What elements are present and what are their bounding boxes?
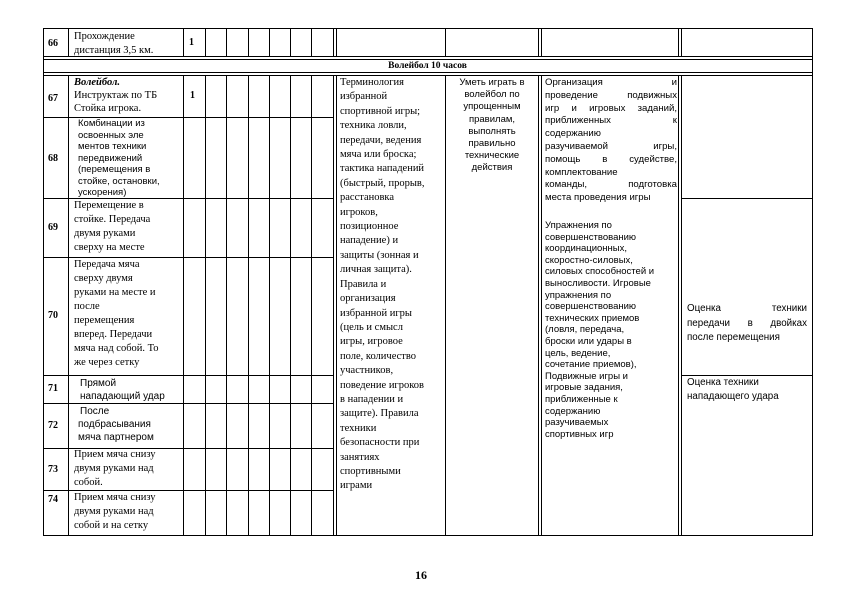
requirements-line: технические: [464, 150, 520, 162]
topic-line: передвижений: [78, 152, 143, 164]
topic-line: Прием мяча снизу: [74, 492, 156, 503]
topic-line: двумя руками: [74, 228, 136, 239]
row-number: 73: [48, 464, 58, 475]
requirements-line: упрощенным: [463, 101, 521, 113]
requirements-line: правильно: [468, 138, 516, 150]
activities-line: Упражнения по: [545, 220, 612, 231]
activities-line: игр и игровых заданий,: [545, 102, 677, 114]
requirements-column: [446, 77, 538, 175]
content-line: нападение) и: [340, 235, 399, 247]
activities-line: помощь в судействе,: [545, 153, 677, 165]
topic-line: (перемещения в: [78, 164, 151, 175]
activities-line: команды, подготовка: [545, 179, 677, 191]
activities-line: упражнения по: [545, 289, 612, 301]
lesson-topic: [74, 199, 182, 255]
topic-line: двумя руками над: [74, 463, 154, 474]
lesson-topic: [74, 258, 182, 370]
activities-line: броски или удары в: [545, 335, 632, 347]
activities-line: приближенные к: [545, 393, 618, 405]
requirements-line: волейбол по: [464, 89, 520, 101]
topic-line: подбрасывания: [78, 419, 151, 430]
activities-line: совершенствованию: [545, 231, 637, 243]
lesson-topic-line: Стойка игрока.: [74, 103, 142, 114]
requirements-line: выполнять: [468, 125, 516, 137]
activities-line: (ловля, передача,: [545, 324, 625, 336]
topic-line: перемещения: [74, 315, 135, 326]
control-line: после перемещения: [687, 332, 780, 343]
activities-line: сочетание приемов),: [545, 359, 637, 371]
row-number: 71: [48, 383, 58, 394]
topic-line: после: [74, 301, 100, 312]
page-number: 16: [415, 568, 427, 582]
lesson-topic: Прохождение дистанция 3,5 км.: [74, 31, 154, 56]
lesson-hours: 1: [190, 90, 195, 101]
lesson-topic: [74, 76, 179, 115]
topic-line: ускорения): [78, 187, 127, 198]
content-line: защиты (зонная и: [340, 249, 419, 261]
lesson-topic: [78, 405, 182, 444]
content-line: тактика нападений: [340, 163, 425, 175]
content-line: техника ловли,: [340, 120, 407, 132]
activities-line: совершенствованию: [545, 301, 637, 313]
lesson-topic: [74, 491, 182, 533]
row-number: 68: [48, 153, 58, 164]
activities-line: разучиваемой игры,: [545, 140, 677, 152]
control-row-71: [687, 376, 807, 404]
activities-top: [545, 77, 677, 205]
control-line: передачи в двойках: [687, 317, 807, 329]
topic-line: ментов техники: [78, 141, 147, 152]
content-line: передачи, ведения: [340, 134, 422, 146]
content-line: мяча или броска;: [340, 149, 417, 161]
activities-line: Организация и: [545, 77, 677, 88]
activities-line: цель, ведение,: [545, 347, 611, 359]
topic-line: руками на месте и: [74, 287, 156, 298]
topic-line: же через сетку: [74, 357, 140, 368]
content-line: избранной: [340, 91, 388, 103]
requirements-line: правилам,: [468, 113, 516, 125]
lesson-topic-line: Инструктаж по ТБ: [74, 90, 158, 101]
topic-line: освоенных эле: [78, 129, 144, 141]
section-title: Волейбол 10 часов: [388, 61, 467, 71]
requirements-line: действия: [471, 162, 513, 174]
content-line: играми: [340, 480, 373, 492]
activities-line: Подвижные игры и: [545, 370, 628, 382]
topic-line: нападающий удар: [80, 391, 165, 402]
topic-line: Передача мяча: [74, 259, 140, 270]
topic-line: Прием мяча снизу: [74, 449, 156, 460]
activities-bottom: [545, 220, 677, 440]
content-line: избранной игры: [340, 307, 412, 319]
row-number: 74: [48, 494, 58, 505]
activities-line: координационных,: [545, 243, 628, 255]
requirements-line: Уметь играть в: [459, 77, 525, 88]
lesson-topic: [80, 377, 182, 403]
activities-line: содержанию: [545, 405, 601, 417]
content-line: в нападении и: [340, 393, 404, 405]
topic-line: Комбинации из: [78, 118, 145, 129]
content-line: личная защита).: [340, 264, 412, 276]
topic-line: Прямой: [80, 378, 117, 389]
topic-line: стойке, остановки,: [78, 175, 160, 187]
content-line: защите). Правила: [340, 408, 419, 420]
content-line: Правила и: [340, 278, 387, 290]
row-number: 69: [48, 222, 58, 233]
topic-line: мяча партнером: [78, 432, 154, 443]
content-line: (цель и смысл: [340, 321, 403, 333]
topic-line: стойке. Передача: [74, 214, 151, 225]
topic-line: После: [80, 406, 110, 417]
topic-line: собой и на сетку: [74, 520, 149, 531]
topic-line: собой.: [74, 477, 103, 488]
content-column: [340, 76, 444, 494]
content-line: поле, количество: [340, 350, 417, 362]
activities-line: проведение подвижных: [545, 89, 677, 101]
row-number: 66: [48, 38, 58, 49]
lesson-topic: [74, 448, 182, 490]
activities-line: спортивных игр: [545, 428, 614, 440]
lesson-topic: [78, 118, 182, 199]
content-line: позиционное: [340, 221, 399, 233]
topic-line: Перемещение в: [74, 200, 144, 211]
activities-line: приближенных к: [545, 115, 677, 127]
content-line: техники: [340, 422, 377, 434]
topic-line: сверху двумя: [74, 273, 133, 284]
activities-line: места проведения игры: [545, 192, 651, 204]
activities-line: скоростно-силовых,: [545, 254, 633, 266]
activities-line: силовых способностей и: [545, 266, 655, 278]
row-number: 67: [48, 93, 58, 104]
lesson-hours: 1: [189, 37, 194, 48]
topic-line: мяча над собой. То: [74, 343, 159, 354]
content-line: расстановка: [340, 192, 395, 204]
control-row-70: [687, 302, 807, 346]
activities-line: выносливости. Игровые: [545, 277, 651, 289]
content-line: поведение игроков: [340, 379, 425, 391]
lesson-topic-title: Волейбол.: [74, 77, 120, 88]
content-line: безопасности при: [340, 437, 420, 449]
content-line: организация: [340, 293, 396, 305]
content-line: спортивной игры;: [340, 105, 421, 117]
content-line: игроков,: [340, 206, 378, 218]
activities-line: содержанию: [545, 128, 601, 140]
activities-line: комплектование: [545, 166, 618, 178]
content-line: (быстрый, прорыв,: [340, 177, 425, 189]
activities-line: игровые задания,: [545, 382, 623, 394]
content-line: Терминология: [340, 77, 405, 88]
activities-line: разучиваемых: [545, 417, 609, 429]
control-line: Оценка техники: [687, 377, 759, 388]
topic-line: двумя руками над: [74, 506, 154, 517]
content-line: участников,: [340, 365, 394, 377]
control-line: Оценка техники: [687, 303, 807, 314]
content-line: спортивными: [340, 465, 401, 477]
topic-line: вперед. Передачи: [74, 329, 153, 340]
activities-line: технических приемов: [545, 312, 640, 324]
content-line: занятиях: [340, 451, 380, 463]
topic-line: сверху на месте: [74, 242, 145, 253]
row-number: 72: [48, 420, 58, 431]
control-line: нападающего удара: [687, 391, 779, 402]
content-line: игры, игровое: [340, 336, 403, 348]
row-number: 70: [48, 310, 58, 321]
